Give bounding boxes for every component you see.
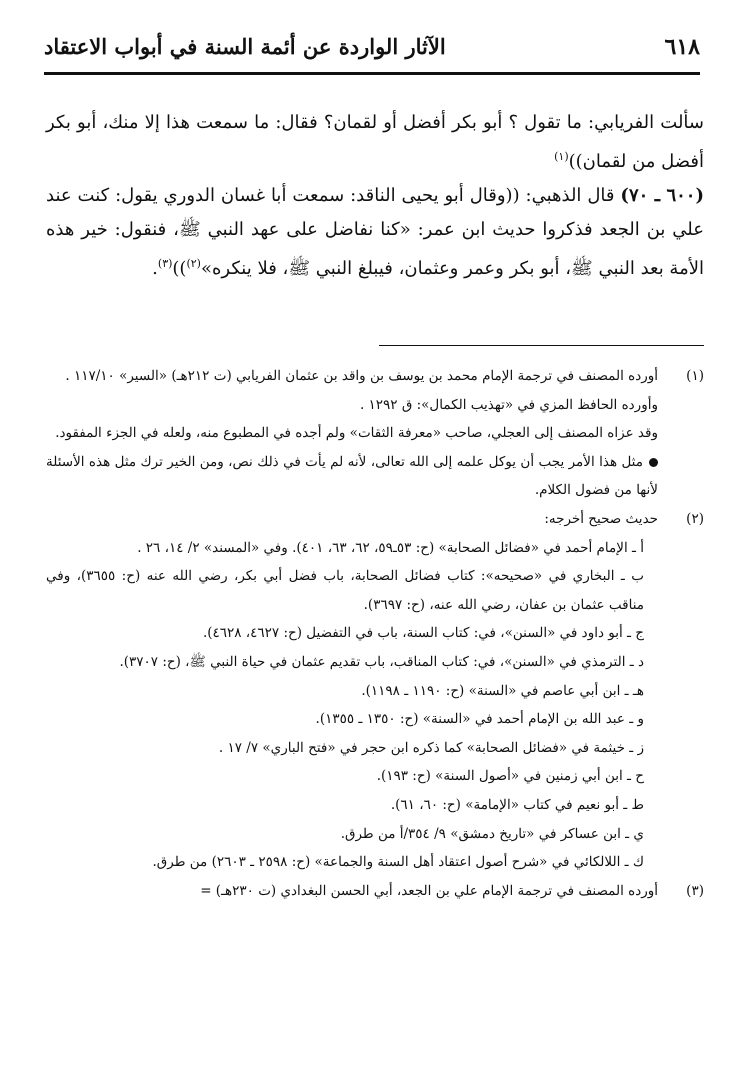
bullet-icon xyxy=(649,458,658,467)
source-item: ط ـ أبو نعيم في كتاب «الإمامة» (ح: ٦٠، ٦١). xyxy=(390,796,644,813)
header-rule xyxy=(44,72,700,75)
footnote-number: (٢) xyxy=(686,510,704,527)
footnote-note xyxy=(46,448,658,505)
source-item: و ـ عبد الله بن الإمام أحمد في «السنة» (ح: ١٣٥٠ ـ ١٣٥٥). xyxy=(315,711,644,728)
paragraph-2-text: قال الذهبي: ((وقال أبو يحيى الناقد: سمعت أبا غسان الدوري يقول: كنت عند علي بن الجعد فذكروا حديث ابن عمر: «كنا نفاضل على عهد النبي ﷺ، فنقول: خير هذه الأمة بعد النبي ﷺ، أبو بكر وعمر وعثمان، فيبلغ النبي ﷺ، فلا ينكره» xyxy=(46,185,704,279)
source-item: ز ـ خيثمة في «فضائل الصحابة» كما ذكره ابن حجر في «فتح الباري» ٧/ ١٧ . xyxy=(218,739,644,756)
athar-number: (٦٠٠ ـ ٧٠) xyxy=(620,185,704,206)
footnotes xyxy=(46,362,704,905)
footnote-note-text: مثل هذا الأمر يجب أن يوكل علمه إلى الله تعالى، لأنه لم يأت في ذلك نص، ومن الخير ترك مثل هذه الأسئلة لأنها من فضول الكلام. xyxy=(46,453,658,499)
paragraph-1 xyxy=(46,106,704,179)
paragraph-2-end: . xyxy=(152,258,158,279)
source-item: أ ـ الإمام أحمد في «فضائل الصحابة» (ح: ٥٣ـ٥٩، ٦٢، ٦٣، ٤٠١). وفي «المسند» ٢/ ١٤، ٢٦ . xyxy=(137,539,644,556)
footnote-intro: حديث صحيح أخرجه: xyxy=(544,510,658,527)
paragraph-1-text: سألت الفريابي: ما تقول ؟ أبو بكر أفضل أو لقمان؟ فقال: ما سمعت هذا إلا منك، أبو بكر أفضل من لقمان)) xyxy=(46,112,704,172)
page-number: ٦١٨ xyxy=(664,34,700,60)
source-item: ح ـ ابن أبي زمنين في «أصول السنة» (ح: ١٩٣). xyxy=(376,768,644,785)
page-header xyxy=(44,32,700,74)
paragraph-2-close: )) xyxy=(172,258,187,279)
source-item: د ـ الترمذي في «السنن»، في: كتاب المناقب، باب تقديم عثمان في حياة النبي ﷺ، (ح: ٣٧٠٧). xyxy=(119,653,644,670)
footnote-number: (٣) xyxy=(686,882,704,899)
main-text xyxy=(46,106,704,286)
footnote-line: وقد عزاه المصنف إلى العجلي، صاحب «معرفة الثقات» ولم أجده في المطبوع منه، ولعله في الجزء المفقود. xyxy=(55,425,658,442)
running-title: الآثار الواردة عن أئمة السنة في أبواب الاعتقاد xyxy=(44,34,446,59)
footnote-ref-3[interactable]: (٣) xyxy=(157,257,173,270)
source-item: ك ـ اللالكائي في «شرح أصول اعتقاد أهل السنة والجماعة» (ح: ٢٥٩٨ ـ ٢٦٠٣) من طرق. xyxy=(152,854,644,871)
footnote-line: وأورده الحافظ المزي في «تهذيب الكمال»: ق ١٢٩٢ . xyxy=(359,396,658,413)
source-item: ي ـ ابن عساكر في «تاريخ دمشق» ٩/ ٣٥٤/أ من طرق. xyxy=(340,825,644,842)
footnote-line: أورده المصنف في ترجمة الإمام محمد بن يوسف بن واقد بن عثمان الفريابي (ت ٢١٢هـ) «السير» ١١٧/١٠ . xyxy=(65,368,658,384)
footnote-1 xyxy=(46,362,704,505)
footnote-number: (١) xyxy=(686,368,704,384)
footnote-2 xyxy=(46,505,704,877)
source-item: ب ـ البخاري في «صحيحه»: كتاب فضائل الصحابة، باب فضل أبي بكر، رضي الله عنه (ح: ٣٦٥٥)، وفي مناقب عثمان بن عفان، رضي الله عنه، (ح: ٣٦٩٧). xyxy=(46,568,645,613)
footnote-line: أورده المصنف في ترجمة الإمام علي بن الجعد، أبي الحسن البغدادي (ت ٢٣٠هـ) = xyxy=(200,882,658,899)
footnote-ref-1[interactable]: (١) xyxy=(554,150,569,163)
paragraph-2 xyxy=(46,179,704,286)
source-item: ج ـ أبو داود في «السنن»، في: كتاب السنة، باب في التفضيل (ح: ٤٦٢٧، ٤٦٢٨). xyxy=(202,625,644,642)
footnote-3 xyxy=(46,877,704,906)
source-item: هـ ـ ابن أبي عاصم في «السنة» (ح: ١١٩٠ ـ ١١٩٨). xyxy=(361,682,644,699)
footnote-ref-2[interactable]: (٢) xyxy=(186,257,201,270)
footnote-divider xyxy=(379,345,704,346)
